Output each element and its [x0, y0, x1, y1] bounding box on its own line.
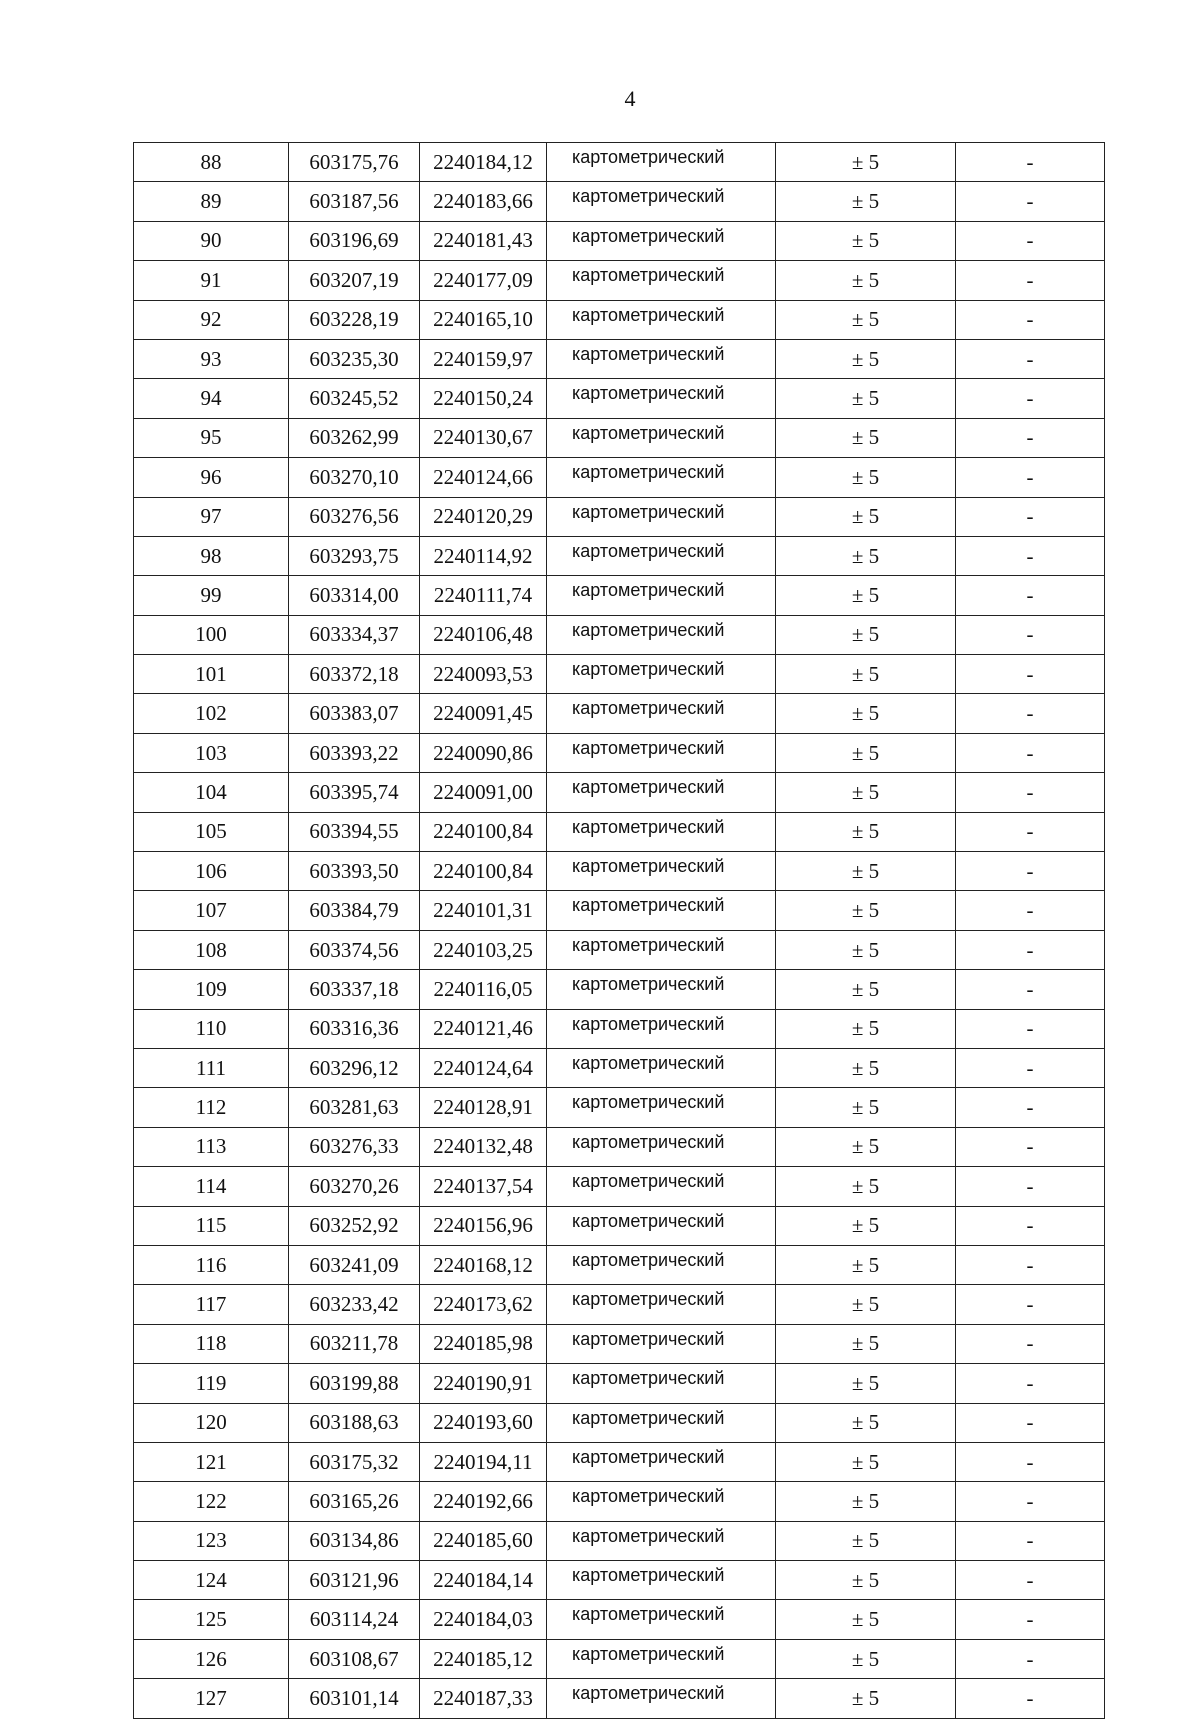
y-coordinate-cell: 2240114,92 — [420, 536, 547, 575]
point-number-cell: 91 — [134, 261, 289, 300]
note-cell: - — [956, 891, 1105, 930]
accuracy-cell: ± 5 — [776, 1679, 956, 1718]
method-cell: картометрический — [547, 615, 776, 654]
method-cell: картометрический — [547, 773, 776, 812]
x-coordinate-cell: 603334,37 — [289, 615, 420, 654]
note-cell: - — [956, 655, 1105, 694]
method-cell: картометрический — [547, 930, 776, 969]
point-number-cell: 100 — [134, 615, 289, 654]
point-number-cell: 119 — [134, 1364, 289, 1403]
point-number-cell: 107 — [134, 891, 289, 930]
point-number-cell: 104 — [134, 773, 289, 812]
table-row — [134, 1206, 1105, 1245]
method-cell: картометрический — [547, 221, 776, 260]
accuracy-cell: ± 5 — [776, 615, 956, 654]
x-coordinate-cell: 603383,07 — [289, 694, 420, 733]
accuracy-cell: ± 5 — [776, 1127, 956, 1166]
table-row — [134, 615, 1105, 654]
accuracy-cell: ± 5 — [776, 182, 956, 221]
table-row — [134, 1245, 1105, 1284]
accuracy-cell: ± 5 — [776, 497, 956, 536]
y-coordinate-cell: 2240103,25 — [420, 930, 547, 969]
note-cell: - — [956, 615, 1105, 654]
y-coordinate-cell: 2240185,60 — [420, 1521, 547, 1560]
y-coordinate-cell: 2240193,60 — [420, 1403, 547, 1442]
accuracy-cell: ± 5 — [776, 1167, 956, 1206]
y-coordinate-cell: 2240184,12 — [420, 143, 547, 182]
x-coordinate-cell: 603175,76 — [289, 143, 420, 182]
y-coordinate-cell: 2240159,97 — [420, 339, 547, 378]
note-cell: - — [956, 1561, 1105, 1600]
point-number-cell: 96 — [134, 458, 289, 497]
y-coordinate-cell: 2240181,43 — [420, 221, 547, 260]
table-row — [134, 1009, 1105, 1048]
x-coordinate-cell: 603262,99 — [289, 418, 420, 457]
y-coordinate-cell: 2240093,53 — [420, 655, 547, 694]
accuracy-cell: ± 5 — [776, 1364, 956, 1403]
method-cell: картометрический — [547, 1285, 776, 1324]
x-coordinate-cell: 603337,18 — [289, 970, 420, 1009]
accuracy-cell: ± 5 — [776, 143, 956, 182]
x-coordinate-cell: 603276,56 — [289, 497, 420, 536]
note-cell: - — [956, 182, 1105, 221]
point-number-cell: 115 — [134, 1206, 289, 1245]
point-number-cell: 122 — [134, 1482, 289, 1521]
table-row — [134, 1127, 1105, 1166]
table-row — [134, 1679, 1105, 1718]
table-row — [134, 1403, 1105, 1442]
method-cell: картометрический — [547, 576, 776, 615]
x-coordinate-cell: 603196,69 — [289, 221, 420, 260]
point-number-cell: 93 — [134, 339, 289, 378]
table-row — [134, 1639, 1105, 1678]
y-coordinate-cell: 2240090,86 — [420, 733, 547, 772]
table-row — [134, 1088, 1105, 1127]
page-number: 4 — [624, 86, 636, 111]
x-coordinate-cell: 603207,19 — [289, 261, 420, 300]
table-row — [134, 891, 1105, 930]
note-cell: - — [956, 1009, 1105, 1048]
note-cell: - — [956, 536, 1105, 575]
point-number-cell: 124 — [134, 1561, 289, 1600]
method-cell: картометрический — [547, 1167, 776, 1206]
method-cell: картометрический — [547, 379, 776, 418]
point-number-cell: 106 — [134, 852, 289, 891]
table-row — [134, 182, 1105, 221]
point-number-cell: 102 — [134, 694, 289, 733]
table-row — [134, 970, 1105, 1009]
y-coordinate-cell: 2240100,84 — [420, 812, 547, 851]
table-row — [134, 1482, 1105, 1521]
x-coordinate-cell: 603384,79 — [289, 891, 420, 930]
method-cell: картометрический — [547, 182, 776, 221]
point-number-cell: 117 — [134, 1285, 289, 1324]
point-number-cell: 109 — [134, 970, 289, 1009]
accuracy-cell: ± 5 — [776, 1482, 956, 1521]
y-coordinate-cell: 2240192,66 — [420, 1482, 547, 1521]
accuracy-cell: ± 5 — [776, 970, 956, 1009]
x-coordinate-cell: 603165,26 — [289, 1482, 420, 1521]
y-coordinate-cell: 2240124,66 — [420, 458, 547, 497]
note-cell: - — [956, 1679, 1105, 1718]
point-number-cell: 89 — [134, 182, 289, 221]
x-coordinate-cell: 603393,50 — [289, 852, 420, 891]
x-coordinate-cell: 603296,12 — [289, 1048, 420, 1087]
table-row — [134, 1561, 1105, 1600]
x-coordinate-cell: 603394,55 — [289, 812, 420, 851]
note-cell: - — [956, 1206, 1105, 1245]
y-coordinate-cell: 2240132,48 — [420, 1127, 547, 1166]
table-row — [134, 1364, 1105, 1403]
point-number-cell: 94 — [134, 379, 289, 418]
coordinates-table — [133, 142, 1105, 1719]
x-coordinate-cell: 603114,24 — [289, 1600, 420, 1639]
y-coordinate-cell: 2240137,54 — [420, 1167, 547, 1206]
x-coordinate-cell: 603211,78 — [289, 1324, 420, 1363]
method-cell: картометрический — [547, 1442, 776, 1481]
y-coordinate-cell: 2240091,00 — [420, 773, 547, 812]
y-coordinate-cell: 2240177,09 — [420, 261, 547, 300]
method-cell: картометрический — [547, 497, 776, 536]
note-cell: - — [956, 1364, 1105, 1403]
x-coordinate-cell: 603372,18 — [289, 655, 420, 694]
point-number-cell: 120 — [134, 1403, 289, 1442]
note-cell: - — [956, 1324, 1105, 1363]
point-number-cell: 111 — [134, 1048, 289, 1087]
note-cell: - — [956, 1521, 1105, 1560]
accuracy-cell: ± 5 — [776, 891, 956, 930]
note-cell: - — [956, 458, 1105, 497]
x-coordinate-cell: 603199,88 — [289, 1364, 420, 1403]
point-number-cell: 95 — [134, 418, 289, 457]
method-cell: картометрический — [547, 1403, 776, 1442]
accuracy-cell: ± 5 — [776, 1600, 956, 1639]
note-cell: - — [956, 930, 1105, 969]
note-cell: - — [956, 812, 1105, 851]
method-cell: картометрический — [547, 1127, 776, 1166]
point-number-cell: 113 — [134, 1127, 289, 1166]
accuracy-cell: ± 5 — [776, 458, 956, 497]
table-row — [134, 1167, 1105, 1206]
note-cell: - — [956, 852, 1105, 891]
accuracy-cell: ± 5 — [776, 812, 956, 851]
y-coordinate-cell: 2240121,46 — [420, 1009, 547, 1048]
point-number-cell: 112 — [134, 1088, 289, 1127]
note-cell: - — [956, 1245, 1105, 1284]
y-coordinate-cell: 2240194,11 — [420, 1442, 547, 1481]
x-coordinate-cell: 603188,63 — [289, 1403, 420, 1442]
accuracy-cell: ± 5 — [776, 930, 956, 969]
point-number-cell: 110 — [134, 1009, 289, 1048]
method-cell: картометрический — [547, 1088, 776, 1127]
table-row — [134, 221, 1105, 260]
y-coordinate-cell: 2240100,84 — [420, 852, 547, 891]
accuracy-cell: ± 5 — [776, 773, 956, 812]
y-coordinate-cell: 2240128,91 — [420, 1088, 547, 1127]
x-coordinate-cell: 603270,26 — [289, 1167, 420, 1206]
table-row — [134, 1324, 1105, 1363]
y-coordinate-cell: 2240168,12 — [420, 1245, 547, 1284]
y-coordinate-cell: 2240184,03 — [420, 1600, 547, 1639]
table-row — [134, 1521, 1105, 1560]
note-cell: - — [956, 733, 1105, 772]
accuracy-cell: ± 5 — [776, 1048, 956, 1087]
note-cell: - — [956, 1600, 1105, 1639]
note-cell: - — [956, 1639, 1105, 1678]
accuracy-cell: ± 5 — [776, 1561, 956, 1600]
x-coordinate-cell: 603108,67 — [289, 1639, 420, 1678]
table-row — [134, 379, 1105, 418]
table-row — [134, 852, 1105, 891]
point-number-cell: 127 — [134, 1679, 289, 1718]
table-row — [134, 655, 1105, 694]
note-cell: - — [956, 1127, 1105, 1166]
x-coordinate-cell: 603281,63 — [289, 1088, 420, 1127]
table-row — [134, 261, 1105, 300]
x-coordinate-cell: 603134,86 — [289, 1521, 420, 1560]
x-coordinate-cell: 603276,33 — [289, 1127, 420, 1166]
point-number-cell: 88 — [134, 143, 289, 182]
method-cell: картометрический — [547, 1561, 776, 1600]
y-coordinate-cell: 2240184,14 — [420, 1561, 547, 1600]
method-cell: картометрический — [547, 1364, 776, 1403]
accuracy-cell: ± 5 — [776, 1088, 956, 1127]
point-number-cell: 108 — [134, 930, 289, 969]
y-coordinate-cell: 2240173,62 — [420, 1285, 547, 1324]
y-coordinate-cell: 2240187,33 — [420, 1679, 547, 1718]
accuracy-cell: ± 5 — [776, 1285, 956, 1324]
table-row — [134, 773, 1105, 812]
table-row — [134, 812, 1105, 851]
accuracy-cell: ± 5 — [776, 339, 956, 378]
point-number-cell: 125 — [134, 1600, 289, 1639]
note-cell: - — [956, 1482, 1105, 1521]
y-coordinate-cell: 2240091,45 — [420, 694, 547, 733]
accuracy-cell: ± 5 — [776, 379, 956, 418]
table-row — [134, 418, 1105, 457]
point-number-cell: 114 — [134, 1167, 289, 1206]
method-cell: картометрический — [547, 655, 776, 694]
y-coordinate-cell: 2240124,64 — [420, 1048, 547, 1087]
table-row — [134, 694, 1105, 733]
accuracy-cell: ± 5 — [776, 261, 956, 300]
method-cell: картометрический — [547, 1048, 776, 1087]
method-cell: картометрический — [547, 143, 776, 182]
note-cell: - — [956, 1442, 1105, 1481]
note-cell: - — [956, 143, 1105, 182]
note-cell: - — [956, 261, 1105, 300]
method-cell: картометрический — [547, 694, 776, 733]
x-coordinate-cell: 603316,36 — [289, 1009, 420, 1048]
x-coordinate-cell: 603252,92 — [289, 1206, 420, 1245]
accuracy-cell: ± 5 — [776, 1245, 956, 1284]
note-cell: - — [956, 339, 1105, 378]
note-cell: - — [956, 221, 1105, 260]
accuracy-cell: ± 5 — [776, 1521, 956, 1560]
y-coordinate-cell: 2240183,66 — [420, 182, 547, 221]
x-coordinate-cell: 603233,42 — [289, 1285, 420, 1324]
x-coordinate-cell: 603241,09 — [289, 1245, 420, 1284]
table-row — [134, 300, 1105, 339]
x-coordinate-cell: 603175,32 — [289, 1442, 420, 1481]
point-number-cell: 116 — [134, 1245, 289, 1284]
accuracy-cell: ± 5 — [776, 536, 956, 575]
x-coordinate-cell: 603245,52 — [289, 379, 420, 418]
y-coordinate-cell: 2240156,96 — [420, 1206, 547, 1245]
note-cell: - — [956, 970, 1105, 1009]
y-coordinate-cell: 2240101,31 — [420, 891, 547, 930]
method-cell: картометрический — [547, 1679, 776, 1718]
accuracy-cell: ± 5 — [776, 1324, 956, 1363]
y-coordinate-cell: 2240165,10 — [420, 300, 547, 339]
table-row — [134, 930, 1105, 969]
y-coordinate-cell: 2240185,98 — [420, 1324, 547, 1363]
x-coordinate-cell: 603101,14 — [289, 1679, 420, 1718]
table-body — [134, 143, 1105, 1719]
point-number-cell: 98 — [134, 536, 289, 575]
accuracy-cell: ± 5 — [776, 300, 956, 339]
table-row — [134, 1442, 1105, 1481]
x-coordinate-cell: 603314,00 — [289, 576, 420, 615]
note-cell: - — [956, 1285, 1105, 1324]
note-cell: - — [956, 773, 1105, 812]
y-coordinate-cell: 2240185,12 — [420, 1639, 547, 1678]
accuracy-cell: ± 5 — [776, 1206, 956, 1245]
y-coordinate-cell: 2240190,91 — [420, 1364, 547, 1403]
note-cell: - — [956, 1403, 1105, 1442]
x-coordinate-cell: 603228,19 — [289, 300, 420, 339]
accuracy-cell: ± 5 — [776, 1009, 956, 1048]
table-row — [134, 458, 1105, 497]
x-coordinate-cell: 603187,56 — [289, 182, 420, 221]
accuracy-cell: ± 5 — [776, 1403, 956, 1442]
point-number-cell: 99 — [134, 576, 289, 615]
method-cell: картометрический — [547, 1245, 776, 1284]
y-coordinate-cell: 2240106,48 — [420, 615, 547, 654]
note-cell: - — [956, 497, 1105, 536]
table-row — [134, 536, 1105, 575]
point-number-cell: 101 — [134, 655, 289, 694]
accuracy-cell: ± 5 — [776, 221, 956, 260]
accuracy-cell: ± 5 — [776, 655, 956, 694]
point-number-cell: 97 — [134, 497, 289, 536]
table-row — [134, 497, 1105, 536]
x-coordinate-cell: 603121,96 — [289, 1561, 420, 1600]
x-coordinate-cell: 603395,74 — [289, 773, 420, 812]
method-cell: картометрический — [547, 261, 776, 300]
table-row — [134, 576, 1105, 615]
method-cell: картометрический — [547, 1639, 776, 1678]
accuracy-cell: ± 5 — [776, 852, 956, 891]
method-cell: картометрический — [547, 1206, 776, 1245]
method-cell: картометрический — [547, 339, 776, 378]
point-number-cell: 105 — [134, 812, 289, 851]
x-coordinate-cell: 603293,75 — [289, 536, 420, 575]
point-number-cell: 126 — [134, 1639, 289, 1678]
point-number-cell: 121 — [134, 1442, 289, 1481]
method-cell: картометрический — [547, 970, 776, 1009]
accuracy-cell: ± 5 — [776, 576, 956, 615]
y-coordinate-cell: 2240116,05 — [420, 970, 547, 1009]
method-cell: картометрический — [547, 1600, 776, 1639]
point-number-cell: 92 — [134, 300, 289, 339]
table-row — [134, 733, 1105, 772]
method-cell: картометрический — [547, 1482, 776, 1521]
accuracy-cell: ± 5 — [776, 733, 956, 772]
note-cell: - — [956, 694, 1105, 733]
y-coordinate-cell: 2240130,67 — [420, 418, 547, 457]
point-number-cell: 103 — [134, 733, 289, 772]
method-cell: картометрический — [547, 891, 776, 930]
point-number-cell: 118 — [134, 1324, 289, 1363]
accuracy-cell: ± 5 — [776, 1442, 956, 1481]
method-cell: картометрический — [547, 812, 776, 851]
y-coordinate-cell: 2240120,29 — [420, 497, 547, 536]
note-cell: - — [956, 418, 1105, 457]
method-cell: картометрический — [547, 458, 776, 497]
point-number-cell: 123 — [134, 1521, 289, 1560]
method-cell: картометрический — [547, 1009, 776, 1048]
y-coordinate-cell: 2240111,74 — [420, 576, 547, 615]
note-cell: - — [956, 576, 1105, 615]
method-cell: картометрический — [547, 1521, 776, 1560]
method-cell: картометрический — [547, 300, 776, 339]
x-coordinate-cell: 603270,10 — [289, 458, 420, 497]
accuracy-cell: ± 5 — [776, 1639, 956, 1678]
method-cell: картометрический — [547, 1324, 776, 1363]
method-cell: картометрический — [547, 852, 776, 891]
table-row — [134, 1285, 1105, 1324]
accuracy-cell: ± 5 — [776, 418, 956, 457]
table-row — [134, 1600, 1105, 1639]
x-coordinate-cell: 603235,30 — [289, 339, 420, 378]
x-coordinate-cell: 603374,56 — [289, 930, 420, 969]
table-row — [134, 143, 1105, 182]
method-cell: картометрический — [547, 418, 776, 457]
note-cell: - — [956, 1088, 1105, 1127]
method-cell: картометрический — [547, 536, 776, 575]
note-cell: - — [956, 1167, 1105, 1206]
note-cell: - — [956, 1048, 1105, 1087]
note-cell: - — [956, 379, 1105, 418]
accuracy-cell: ± 5 — [776, 694, 956, 733]
point-number-cell: 90 — [134, 221, 289, 260]
y-coordinate-cell: 2240150,24 — [420, 379, 547, 418]
table-row — [134, 1048, 1105, 1087]
x-coordinate-cell: 603393,22 — [289, 733, 420, 772]
note-cell: - — [956, 300, 1105, 339]
table-row — [134, 339, 1105, 378]
method-cell: картометрический — [547, 733, 776, 772]
